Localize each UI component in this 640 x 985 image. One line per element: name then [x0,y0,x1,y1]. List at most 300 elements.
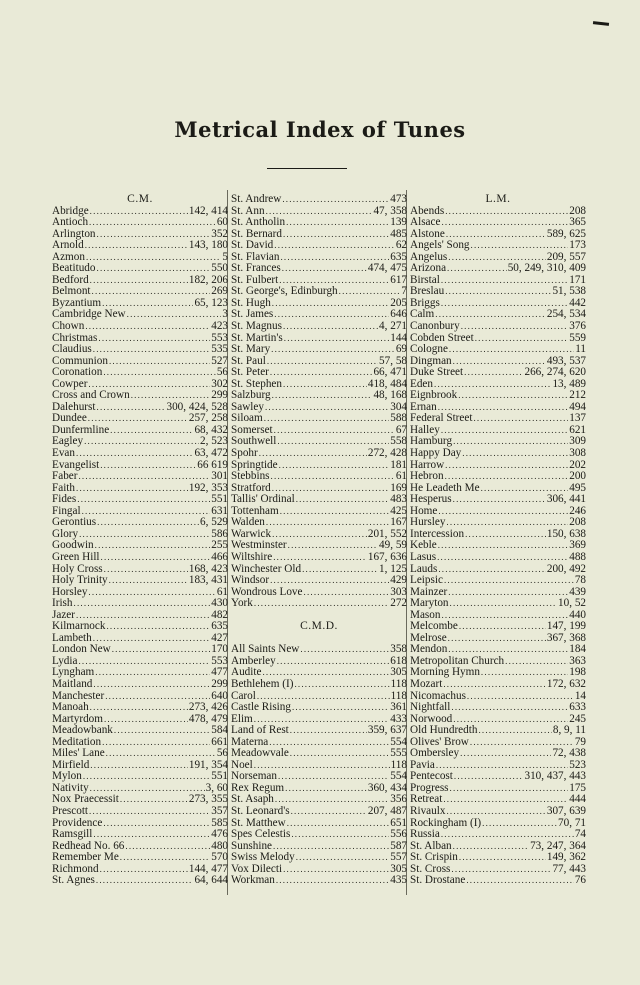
page-corner-mark [593,21,609,26]
leader-dots [283,229,389,241]
hymn-numbers: 553 [211,331,228,344]
tune-name: St. Drostane [410,874,466,887]
hymn-numbers: 430 [211,597,228,610]
leader-dots [441,217,568,229]
leader-dots [441,829,574,841]
leader-dots [283,864,389,876]
tune-name: Springtide [231,458,278,471]
tune-entry [410,806,586,818]
hymn-numbers: 352 [211,227,228,240]
tune-entry [52,517,228,529]
tune-name: Fingal [52,504,81,517]
leader-dots [286,217,389,229]
tune-name: Horsley [52,585,88,598]
hymn-numbers: 61 [216,585,228,598]
tune-entry [52,575,228,587]
leader-dots [475,333,569,345]
hymn-numbers: 167, 636 [367,550,407,563]
hymn-numbers: 183, 431 [188,574,228,587]
tune-entry [231,194,407,206]
hymn-numbers: 307, 639 [546,804,586,817]
leader-dots [104,714,188,726]
hymn-numbers: 170 [211,643,228,656]
tune-entry [231,598,407,610]
tune-name: Walden [231,516,265,529]
tune-name: Gerontius [52,516,97,529]
tune-entry [410,829,586,841]
leader-dots [453,841,529,853]
leader-dots [284,333,389,345]
title-rule [267,168,347,169]
tune-entry [231,587,407,599]
tune-name: St. Fulbert [231,273,279,286]
hymn-numbers: 5 [222,250,228,263]
hymn-numbers: 3 [222,308,228,321]
tune-name: Morning Hymn [410,666,480,679]
tune-entry [52,460,228,472]
tune-name: Prescott [52,804,89,817]
leader-dots [283,379,367,391]
leader-dots [120,794,188,806]
tune-name: Martyrdom [52,712,103,725]
hymn-numbers: 207, 487 [367,804,407,817]
tune-name: Kilmarnock [52,620,106,633]
tune-name: Tottenham [231,504,279,517]
tune-name: Lyngham [52,666,95,679]
leader-dots [462,448,568,460]
hymn-numbers: 427 [211,631,228,644]
tune-name: St. Leonard's [231,804,290,817]
leader-dots [254,598,389,610]
hymn-numbers: 257, 258 [188,412,228,425]
leader-dots [109,575,188,587]
hymn-numbers: 74 [574,828,586,841]
tune-name: St. Frances [231,262,281,275]
tune-name: Amberley [231,654,276,667]
tune-name: Land of Rest [231,724,289,737]
tune-name: St. Magnus [231,320,282,333]
hymn-numbers: 618 [390,654,407,667]
tune-entry [52,875,228,887]
hymn-numbers: 7 [401,285,407,298]
leader-dots [465,529,546,541]
hymn-numbers: 76 [574,874,586,887]
tune-name: Richmond [52,862,99,875]
leader-dots [453,494,546,506]
tune-name: Progress [410,781,449,794]
leader-dots [270,575,389,587]
hymn-numbers: 301 [211,470,228,483]
tune-entry [52,448,228,460]
hymn-numbers: 303 [390,585,407,598]
leader-dots [451,702,568,714]
hymn-numbers: 50, 249, 310, 409 [507,262,586,275]
leader-dots [288,540,378,552]
leader-dots [93,679,210,691]
hymn-numbers: 365 [569,216,586,229]
hymn-numbers: 64, 644 [194,874,228,887]
hymn-numbers: 269 [211,285,228,298]
tune-entry [410,552,586,564]
tune-name: Melrose [410,631,447,644]
leader-dots [448,633,546,645]
hymn-numbers: 585 [211,816,228,829]
hymn-numbers: 358 [390,643,407,656]
tune-entry [52,471,228,483]
tune-name: Federal Street [410,412,473,425]
leader-dots [84,436,199,448]
tune-name: Arlington [52,227,96,240]
tune-name: Lasus [410,550,437,563]
tune-name: Manoah [52,701,89,714]
hymn-numbers: 589, 625 [546,227,586,240]
hymn-numbers: 272, 428 [367,447,407,460]
hymn-numbers: 631 [211,504,228,517]
leader-dots [450,598,558,610]
hymn-numbers: 359, 637 [367,724,407,737]
leader-dots [285,783,367,795]
leader-dots [271,344,395,356]
leader-dots [74,598,211,610]
tune-name: All Saints New [231,643,300,656]
leader-dots [461,321,569,333]
tune-entry [52,852,228,864]
tune-name: Halley [410,423,440,436]
leader-dots [444,575,574,587]
tune-name: Norwood [410,712,453,725]
leader-dots [448,587,568,599]
tune-name: St. Martin's [231,331,283,344]
tune-name: Lydia [52,654,78,667]
hymn-numbers: 61 [395,470,407,483]
leader-dots [283,321,378,333]
tune-name: Eignbrook [410,389,458,402]
leader-dots [89,217,216,229]
hymn-numbers: 254, 534 [546,308,586,321]
tune-name: Abends [410,204,445,217]
hymn-numbers: 305 [390,862,407,875]
leader-dots [274,425,395,437]
tune-name: Meadowbank [52,724,113,737]
leader-dots [127,309,222,321]
hymn-numbers: 255 [211,539,228,552]
leader-dots [438,540,569,552]
tune-name: Leipsic [410,574,443,587]
hymn-numbers: 553 [211,654,228,667]
leader-dots [95,540,211,552]
hymn-numbers: 73, 247, 364 [530,839,586,852]
leader-dots [445,206,568,218]
hymn-numbers: 144 [390,331,407,344]
hymn-numbers: 646 [390,308,407,321]
tune-name: Cologne [410,343,448,356]
tune-entry [410,679,586,691]
leader-dots [265,402,389,414]
hymn-numbers: 139 [390,216,407,229]
tune-name: Holy Cross [52,562,103,575]
hymn-numbers: 554 [390,770,407,783]
tune-name: Angels' Song [410,239,470,252]
tune-name: Calm [410,308,435,321]
tune-name: York [231,597,253,610]
tune-name: London New [52,643,111,656]
leader-dots [76,448,193,460]
hymn-numbers: 70, 71 [558,816,586,829]
tune-name: St. Flavian [231,250,280,263]
tune-name: Westminster [231,539,287,552]
hymn-numbers: 356 [390,793,407,806]
leader-dots [90,275,188,287]
leader-dots [103,818,210,830]
tune-name: Antioch [52,216,89,229]
tune-name: Spohr [231,447,258,460]
tune-entry [410,748,586,760]
tune-name: Meadowvale [231,747,289,760]
hymn-numbers: 51, 538 [552,285,586,298]
leader-dots [102,737,210,749]
tune-entry [52,483,228,495]
tune-name: Nativity [52,781,89,794]
tune-entry [52,679,228,691]
tune-name: Nox Praecessit [52,793,119,806]
hymn-numbers: 478, 479 [188,712,228,725]
leader-dots [93,829,210,841]
hymn-numbers: 617 [390,273,407,286]
leader-dots [445,460,568,472]
hymn-numbers: 488 [569,550,586,563]
tune-name: Lauds [410,562,438,575]
leader-dots [447,263,507,275]
leader-dots [478,725,551,737]
tune-name: Castle Rising [231,701,291,714]
leader-dots [446,806,545,818]
tune-name: Winchester Old [231,562,302,575]
tune-name: Spes Celestis [231,828,291,841]
leader-dots [441,275,568,287]
hymn-numbers: 72, 438 [552,747,586,760]
leader-dots [100,864,188,876]
leader-dots [291,806,367,818]
hymn-numbers: 201, 552 [367,527,407,540]
tune-name: Tallis' Ordinal [231,493,295,506]
hymn-numbers: 200, 492 [546,562,586,575]
hymn-numbers: 66, 471 [373,366,407,379]
tune-name: Sunshine [231,839,273,852]
tune-name: Hesperus [410,493,452,506]
hymn-numbers: 212 [569,389,586,402]
hymn-numbers: 483 [390,493,407,506]
tune-name: Holy Trinity [52,574,108,587]
tune-entry [52,344,228,356]
tune-name: Mason [410,608,441,621]
tune-name: Elim [231,712,253,725]
leader-dots [304,587,390,599]
leader-dots [76,483,188,495]
tune-name: St. Ann [231,204,265,217]
tune-name: Faith [52,481,75,494]
hymn-numbers: 494 [569,400,586,413]
tune-name: Remember Me [52,851,119,864]
leader-dots [112,644,210,656]
tune-name: Maryton [410,597,449,610]
tune-name: Beatitudo [52,262,96,275]
tune-entry [231,725,407,737]
hymn-numbers: 69 [395,343,407,356]
hymn-numbers: 640 [211,689,228,702]
tune-entry [410,321,586,333]
tune-entry [410,575,586,587]
hymn-numbers: 587 [390,839,407,852]
hymn-numbers: 588 [390,412,407,425]
hymn-numbers: 480 [211,839,228,852]
tune-name: Keble [410,539,437,552]
tune-name: St. Antholin [231,216,286,229]
meter-heading: L.M. [485,193,511,205]
tune-name: Coronation [52,366,103,379]
leader-dots [287,818,390,830]
hymn-numbers: 208 [569,204,586,217]
leader-dots [85,321,210,333]
tune-name: Ombersley [410,747,460,760]
tune-name: Mendon [410,643,448,656]
tune-name: Warwick [231,527,272,540]
leader-dots [90,206,188,218]
hymn-numbers: 175 [569,781,586,794]
tune-name: Wiltshire [231,550,273,563]
hymn-numbers: 661 [211,735,228,748]
hymn-numbers: 68, 432 [194,423,228,436]
tune-entry [52,217,228,229]
leader-dots [125,841,210,853]
leader-dots [473,413,568,425]
leader-dots [270,367,373,379]
tune-name: Manchester [52,689,105,702]
hymn-numbers: 168, 423 [188,562,228,575]
leader-dots [106,621,210,633]
tune-entry [52,598,228,610]
hymn-numbers: 67 [395,423,407,436]
tune-name: Pentecost [410,770,453,783]
tune-name: Eagley [52,435,84,448]
tune-name: Hamburg [410,435,453,448]
hymn-numbers: 62 [395,239,407,252]
index-column-1 [52,194,228,887]
tune-name: Sawley [231,400,264,413]
hymn-numbers: 142, 414 [188,204,228,217]
hymn-numbers: 360, 434 [367,781,407,794]
tune-name: Pavia [410,758,435,771]
leader-dots [466,875,574,887]
tune-name: Mirfield [52,758,90,771]
leader-dots [93,344,210,356]
tune-name: Workman [231,874,275,887]
tune-name: Dingman [410,354,452,367]
tune-name: Mainzer [410,585,448,598]
hymn-numbers: 551 [211,770,228,783]
hymn-numbers: 559 [569,331,586,344]
leader-dots [467,691,574,703]
hymn-numbers: 79 [574,735,586,748]
hymn-numbers: 306, 441 [546,493,586,506]
leader-dots [82,506,211,518]
hymn-numbers: 11 [575,343,586,356]
hymn-numbers: 369 [569,539,586,552]
leader-dots [505,656,568,668]
leader-dots [273,552,367,564]
tune-entry [410,702,586,714]
leader-dots [282,263,367,275]
leader-dots [280,506,390,518]
tune-entry [231,344,407,356]
tune-entry [52,725,228,737]
hymn-numbers: 172, 632 [546,677,586,690]
hymn-numbers: 171 [569,273,586,286]
leader-dots [453,436,568,448]
tune-name: St. Peter [231,366,269,379]
tune-name: Home [410,504,438,517]
tune-name: Bethlehem (I) [231,677,294,690]
hymn-numbers: 466 [211,550,228,563]
tune-name: Happy Day [410,447,462,460]
hymn-numbers: 633 [569,701,586,714]
tune-name: Breslau [410,285,445,298]
tune-name: Eden [410,377,433,390]
leader-dots [79,529,210,541]
hymn-numbers: 63, 472 [194,447,228,460]
tune-entry [231,552,407,564]
tune-name: Olives' Brow [410,735,469,748]
tune-entry [231,240,407,252]
hymn-numbers: 77, 443 [552,862,586,875]
hymn-numbers: 551 [211,493,228,506]
hymn-numbers: 555 [390,747,407,760]
hymn-numbers: 78 [574,574,586,587]
leader-dots [441,425,568,437]
tune-entry [231,806,407,818]
leader-dots [454,771,524,783]
hymn-numbers: 476 [211,828,228,841]
leader-dots [464,367,523,379]
hymn-numbers: 167 [390,516,407,529]
leader-dots [459,621,546,633]
tune-name: Swiss Melody [231,851,295,864]
hymn-numbers: 150, 638 [546,527,586,540]
tune-name: He Leadeth Me [410,481,480,494]
hymn-numbers: 425 [390,504,407,517]
tune-entry [52,321,228,333]
leader-dots [89,806,210,818]
tune-entry [410,725,586,737]
tune-entry [410,217,586,229]
tune-entry [231,575,407,587]
leader-dots [291,829,389,841]
tune-entry [231,748,407,760]
tune-entry [231,471,407,483]
hymn-numbers: 147, 199 [546,620,586,633]
tune-entry [52,644,228,656]
page-title: Metrical Index of Tunes [174,117,466,142]
tune-name: St. Bernard [231,227,282,240]
hymn-numbers: 200 [569,470,586,483]
tune-name: Siloam [231,412,263,425]
leader-dots [274,309,389,321]
tune-name: Chown [52,320,85,333]
tune-name: Intercession [410,527,465,540]
leader-dots [100,460,196,472]
leader-dots [437,552,568,564]
hymn-numbers: 143, 180 [188,239,228,252]
index-column-3 [410,194,586,887]
